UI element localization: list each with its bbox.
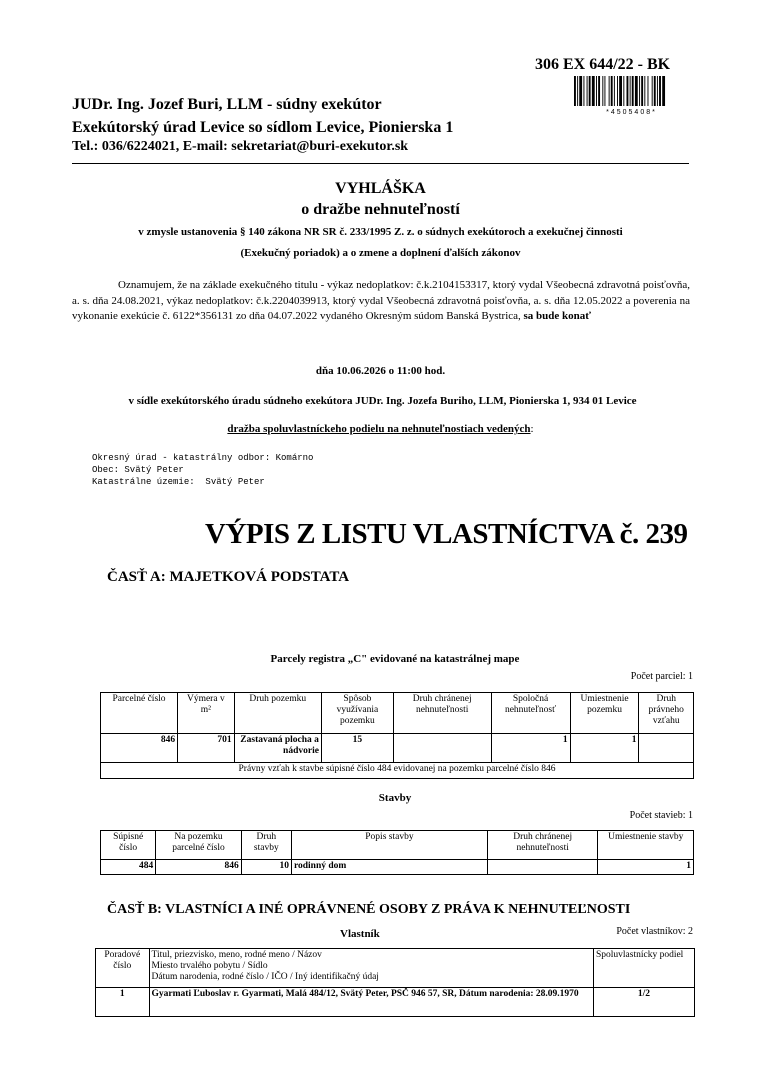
table-cell bbox=[393, 734, 491, 763]
table-cell: Gyarmati Ľuboslav r. Gyarmati, Malá 484/12, Svätý Peter, PSČ 946 57, SR, Dátum narodenia: 28.09.1970 bbox=[149, 988, 593, 1017]
table-header-cell: Popis stavby bbox=[291, 831, 487, 860]
table-cell: 10 bbox=[241, 860, 291, 875]
table-row bbox=[101, 763, 694, 779]
document-title: VYHLÁŠKA bbox=[335, 180, 426, 197]
table-header-cell: Spoluvlastnícky podiel bbox=[593, 949, 694, 988]
executor-name: JUDr. Ing. Jozef Buri, LLM - súdny exekútor bbox=[72, 96, 382, 113]
table-header-cell: Na pozemku parcelné číslo bbox=[156, 831, 241, 860]
table-header-cell: Poradové číslo bbox=[96, 949, 150, 988]
table-header-cell: Spoločná nehnuteľnosť bbox=[491, 693, 570, 734]
barcode-icon bbox=[574, 76, 689, 106]
auction-subject bbox=[72, 423, 689, 435]
table-cell: Zastavaná plocha a nádvorie bbox=[234, 734, 321, 763]
case-number: 306 EX 644/22 - BK bbox=[535, 56, 671, 73]
owner-caption: Vlastník bbox=[340, 928, 380, 940]
table-cell: 846 bbox=[156, 860, 241, 875]
subject-text: dražba spoluvlastníckeho podielu na nehnuteľnostiach vedených bbox=[227, 423, 531, 435]
auction-place: v sídle exekútorského úradu súdneho exekútora JUDr. Ing. Jozefa Buriho, LLM, Pionierska 1, 934 01 Levice bbox=[128, 395, 637, 407]
table-header-row bbox=[101, 831, 694, 860]
table-cell: 1/2 bbox=[593, 988, 694, 1017]
auction-date: dňa 10.06.2026 o 11:00 hod. bbox=[315, 365, 446, 377]
table-cell bbox=[639, 734, 694, 763]
table-header-cell: Výmera v m² bbox=[178, 693, 235, 734]
table-header-cell: Súpisné číslo bbox=[101, 831, 156, 860]
table-cell: 1 bbox=[491, 734, 570, 763]
table-row bbox=[101, 860, 694, 875]
buildings-count: Počet stavieb: 1 bbox=[629, 810, 693, 821]
law-reference-line1: v zmysle ustanovenia § 140 zákona NR SR č. 233/1995 Z. z. o súdnych exekútoroch a exekučnej činnosti bbox=[138, 226, 623, 238]
section-b-title: ČASŤ B: VLASTNÍCI A INÉ OPRÁVNENÉ OSOBY Z PRÁVA K NEHNUTEĽNOSTI bbox=[107, 902, 631, 917]
table-cell: 15 bbox=[321, 734, 393, 763]
barcode-text: *4505408* bbox=[606, 109, 657, 116]
section-a-title: ČASŤ A: MAJETKOVÁ PODSTATA bbox=[107, 569, 350, 585]
lv-title: VÝPIS Z LISTU VLASTNÍCTVA č. 239 bbox=[205, 518, 688, 550]
table-header-cell: Umiestnenie pozemku bbox=[570, 693, 639, 734]
owners-table bbox=[95, 948, 695, 1017]
table-header-cell: Umiestnenie stavby bbox=[598, 831, 694, 860]
table-cell: 846 bbox=[101, 734, 178, 763]
table-header-cell: Titul, priezvisko, meno, rodné meno / Názov Miesto trvalého pobytu / Sídlo Dátum narodenia, rodné číslo / IČO / Iný identifikačný údaj bbox=[149, 949, 593, 988]
table-header-cell: Druh právneho vzťahu bbox=[639, 693, 694, 734]
paragraph-bold: sa bude konať bbox=[523, 310, 592, 322]
parcels-note: Právny vzťah k stavbe súpisné číslo 484 evidovanej na pozemku parcelné číslo 846 bbox=[101, 763, 694, 779]
subject-colon: : bbox=[530, 423, 534, 435]
table-header-cell: Druh chránenej nehnuteľnosti bbox=[487, 831, 598, 860]
parcels-count: Počet parciel: 1 bbox=[630, 671, 693, 682]
table-header-cell: Druh chránenej nehnuteľnosti bbox=[393, 693, 491, 734]
table-cell: 1 bbox=[570, 734, 639, 763]
table-cell: 484 bbox=[101, 860, 156, 875]
table-cell: 1 bbox=[96, 988, 150, 1017]
document-subtitle: o dražbe nehnuteľností bbox=[301, 201, 460, 218]
table-cell: 1 bbox=[598, 860, 694, 875]
header-divider bbox=[72, 163, 689, 164]
owner-count: Počet vlastníkov: 2 bbox=[616, 926, 693, 937]
executor-office: Exekútorský úrad Levice so sídlom Levice, Pionierska 1 bbox=[72, 119, 454, 136]
table-header-cell: Druh stavby bbox=[241, 831, 291, 860]
table-cell: rodinný dom bbox=[291, 860, 487, 875]
table-header-cell: Parcelné číslo bbox=[101, 693, 178, 734]
table-row bbox=[96, 988, 695, 1017]
table-cell bbox=[487, 860, 598, 875]
buildings-table bbox=[100, 830, 694, 875]
table-header-row bbox=[96, 949, 695, 988]
table-header-cell: Druh pozemku bbox=[234, 693, 321, 734]
announcement-paragraph bbox=[72, 278, 690, 325]
table-row bbox=[101, 734, 694, 763]
executor-contact: Tel.: 036/6224021, E-mail: sekretariat@buri-exekutor.sk bbox=[72, 139, 409, 154]
law-reference-line2: (Exekučný poriadok) a o zmene a doplnení ďalších zákonov bbox=[240, 247, 521, 259]
table-header-cell: Spôsob využívania pozemku bbox=[321, 693, 393, 734]
buildings-caption: Stavby bbox=[378, 792, 412, 804]
table-header-row bbox=[101, 693, 694, 734]
paragraph-text: Oznamujem, že na základe exekučného titulu - výkaz nedoplatkov: č.k.2104153317, ktorý vydal Všeobecná zdravotná poisťovňa, a. s. dňa 24.08.2021, výkaz nedoplatkov: č.k.2204039913, ktorý vydal Všeobecná zdravotná poisťovňa, a. s. dňa 12.05.2022 a poverenia na vykonanie exekúcie č. 6122*356131 zo dňa 04.07.2022 vydaného Okresným súdom Banská Bystrica, bbox=[72, 279, 690, 322]
cadastre-info: Okresný úrad - katastrálny odbor: Komárno Obec: Svätý Peter Katastrálne územie: Svätý Peter bbox=[92, 453, 314, 487]
parcels-table bbox=[100, 692, 694, 779]
parcels-caption: Parcely registra „C" evidované na katastrálnej mape bbox=[270, 653, 520, 665]
table-cell: 701 bbox=[178, 734, 235, 763]
